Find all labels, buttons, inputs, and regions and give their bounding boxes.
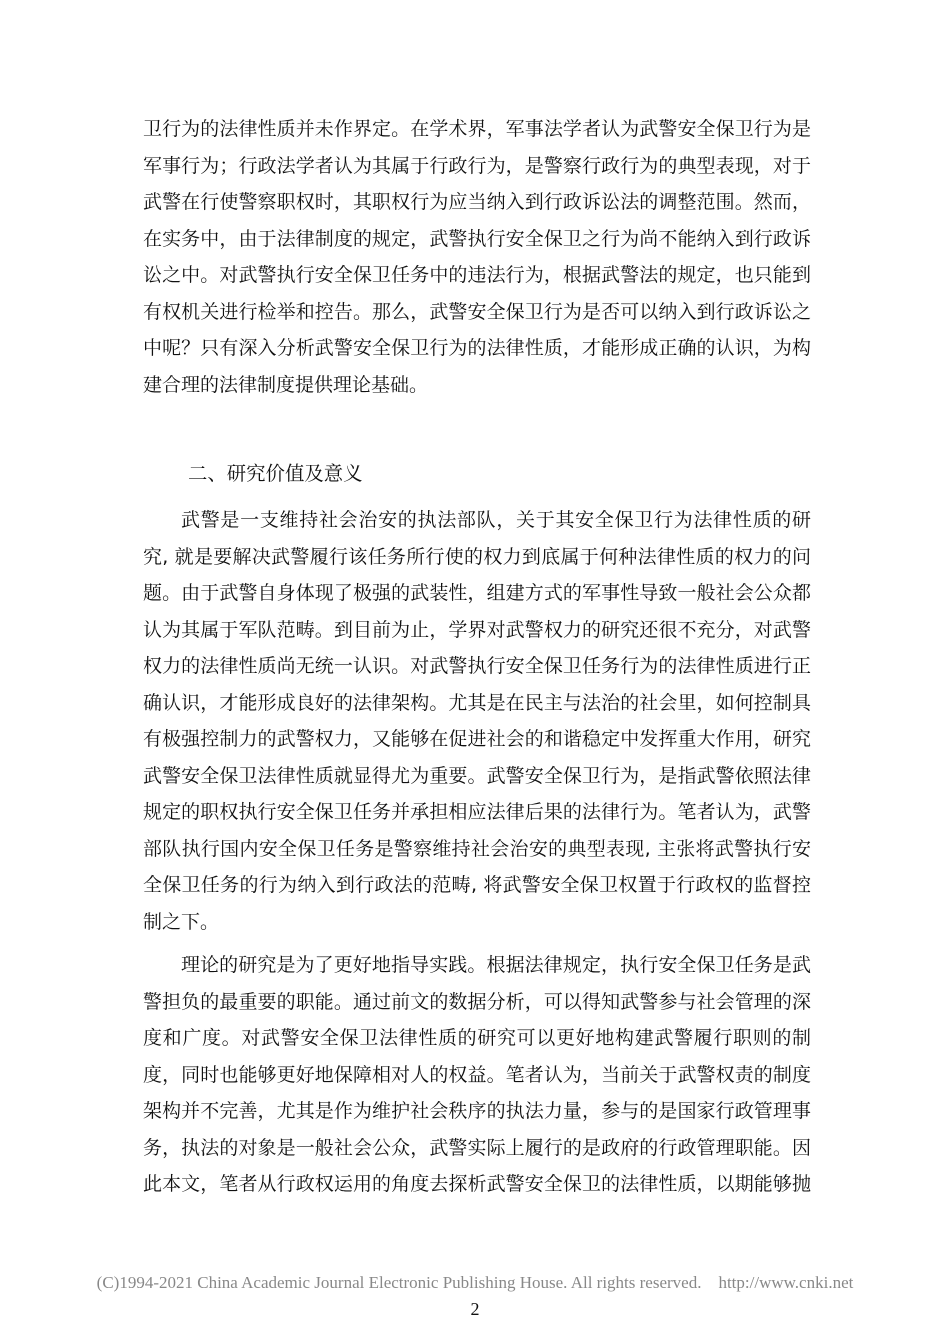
text-line: 建合理的法律制度提供理论基础。 [143,373,429,396]
text-line: 军事行为；行政法学者认为其属于行政行为，是警察行政行为的典型表现，对于 [143,154,811,177]
text-line: 中呢？只有深入分析武警安全保卫行为的法律性质，才能形成正确的认识，为构 [143,337,811,359]
copyright-footer: (C)1994-2021 China Academic Journal Electronic Publishing House. All rights reserved. http://www.cnki.net [96,1273,854,1292]
text-line: 制之下。 [143,910,220,933]
text-line: 部队执行国内安全保卫任务是警察维持社会治安的典型表现, 主张将武警执行安 [143,837,811,860]
paragraph-3 [143,947,811,1203]
text-line: 讼之中。对武警执行安全保卫任务中的违法行为，根据武警法的规定，也只能到 [143,264,811,286]
paragraph-1 [143,111,811,403]
text-line: 题。由于武警自身体现了极强的武装性，组建方式的军事性导致一般社会公众都 [143,582,811,604]
text-line: 架构并不完善，尤其是作为维护社会秩序的执法力量，参与的是国家行政管理事 [143,1100,811,1122]
text-line: 权力的法律性质尚无统一认识。对武警执行安全保卫任务行为的法律性质进行正 [143,655,811,677]
text-line: 有极强控制力的武警权力，又能够在促进社会的和谐稳定中发挥重大作用，研究 [143,728,811,750]
text-line: 武警在行使警察职权时，其职权行为应当纳入到行政诉讼法的调整范围。然而， [143,191,811,213]
text-line: 此本文，笔者从行政权运用的角度去探析武警安全保卫的法律性质，以期能够抛 [143,1173,811,1195]
text-line: 究, 就是要解决武警履行该任务所行使的权力到底属于何种法律性质的权力的问 [143,545,811,568]
text-line: 有权机关进行检举和控告。那么，武警安全保卫行为是否可以纳入到行政诉讼之 [143,300,811,323]
text-line: 认为其属于军队范畴。到目前为止，学界对武警权力的研究还很不充分，对武警 [143,618,811,641]
section-heading: 二、研究价值及意义 [188,462,363,485]
text-line: 卫行为的法律性质并未作界定。在学术界，军事法学者认为武警安全保卫行为是 [143,118,811,140]
text-line: 确认识，才能形成良好的法律架构。尤其是在民主与法治的社会里，如何控制具 [143,691,811,714]
paragraph-2 [143,502,811,940]
text-line: 务，执法的对象是一般社会公众，武警实际上履行的是政府的行政管理职能。因 [143,1136,811,1159]
text-line: 警担负的最重要的职能。通过前文的数据分析，可以得知武警参与社会管理的深 [143,990,811,1013]
text-line: 全保卫任务的行为纳入到行政法的范畴, 将武警安全保卫权置于行政权的监督控 [143,874,811,896]
text-line: 理论的研究是为了更好地指导实践。根据法律规定，执行安全保卫任务是武 [181,954,811,976]
text-line: 度和广度。对武警安全保卫法律性质的研究可以更好地构建武警履行职则的制 [143,1027,811,1049]
page-number: 2 [470,1299,480,1319]
text-line: 在实务中，由于法律制度的规定，武警执行安全保卫之行为尚不能纳入到行政诉 [143,227,811,250]
text-line: 规定的职权执行安全保卫任务并承担相应法律后果的法律行为。笔者认为，武警 [143,801,811,823]
text-line: 武警安全保卫法律性质就显得尤为重要。武警安全保卫行为，是指武警依照法律 [143,764,811,787]
text-line: 度，同时也能够更好地保障相对人的权益。笔者认为，当前关于武警权责的制度 [143,1063,811,1086]
text-line: 武警是一支维持社会治安的执法部队，关于其安全保卫行为法律性质的研 [181,509,811,531]
